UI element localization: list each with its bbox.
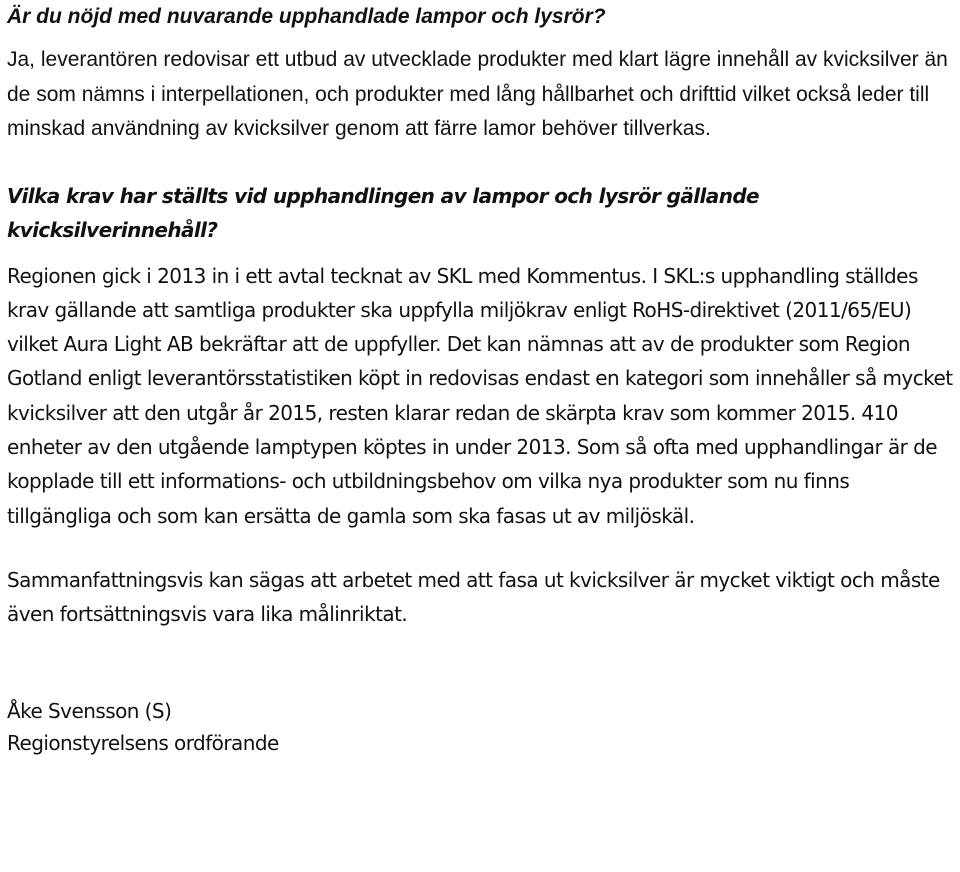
signature-title: Regionstyrelsens ordförande bbox=[7, 730, 279, 755]
answer-paragraph-2: Regionen gick i 2013 in i ett avtal tecknat av SKL med Kommentus. I SKL:s upphandling ställdes krav gällande att samtliga produkter ska uppfylla miljökrav enligt RoHS-direktivet (2011/65/EU) vilket Aura Light AB bekräftar att de uppfyller. Det kan nämnas att av de produkter som Region Gotland enligt leverantörsstatistiken köpt in redovisas endast en kategori som innehåller så mycket kvicksilver att den utgår år 2015, resten klarar redan de skärpta krav som kommer 2015. 410 enheter av den utgående lamptypen köptes in under 2013. Som så ofta med upphandlingar är de kopplade till ett informations- och utbildningsbehov om vilka nya produkter som nu finns tillgängliga och som kan ersätta de gamla som ska fasas ut av miljöskäl. bbox=[7, 263, 953, 528]
signature-block bbox=[7, 695, 955, 759]
summary-paragraph: Sammanfattningsvis kan sägas att arbetet med att fasa ut kvicksilver är mycket viktigt och måste även fortsättningsvis vara lika målinriktat. bbox=[7, 567, 940, 626]
answer-paragraph-1: Ja, leverantören redovisar ett utbud av utvecklade produkter med klart lägre innehåll av kvicksilver än de som nämns i interpellationen, och produkter med lång hållbarhet och drifttid vilket också leder till minskad användning av kvicksilver genom att färre lamor behöver tillverkas. bbox=[7, 48, 948, 140]
document-page bbox=[7, 0, 955, 759]
question-heading-1: Är du nöjd med nuvarande upphandlade lampor och lysrör? bbox=[7, 5, 606, 28]
signature-name: Åke Svensson (S) bbox=[7, 698, 172, 723]
question-heading-2: Vilka krav har ställts vid upphandlingen av lampor och lysrör gällande kvicksilverinnehåll? bbox=[7, 183, 760, 242]
